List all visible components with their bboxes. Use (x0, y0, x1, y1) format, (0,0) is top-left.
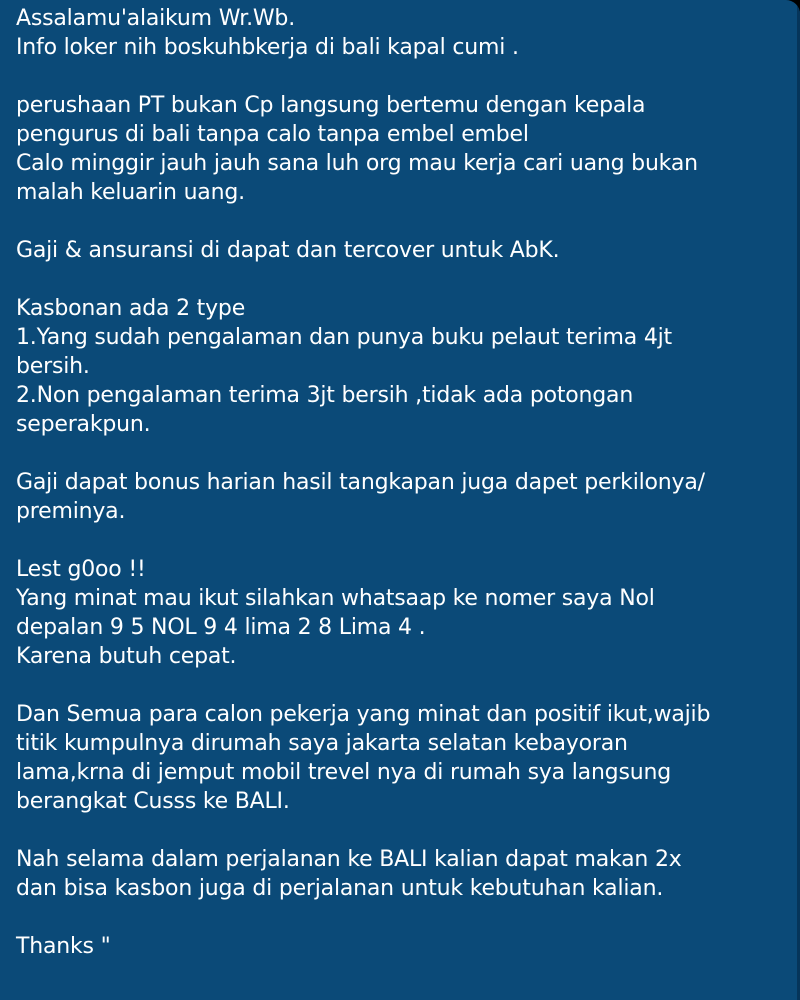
paragraph-5-line-3: depalan 9 5 NOL 9 4 lima 2 8 Lima 4 . (16, 615, 426, 640)
paragraph-5-line-2: Yang minat mau ikut silahkan whatsaap ke nomer saya Nol (16, 586, 655, 611)
paragraph-6-line-3: lama,krna di jemput mobil trevel nya di rumah sya langsung (16, 760, 671, 785)
paragraph-6-line-2: titik kumpulnya dirumah saya jakarta selatan kebayoran (16, 731, 628, 756)
paragraph-3-line-4: 2.Non pengalaman terima 3jt bersih ,tidak ada potongan (16, 383, 634, 408)
paragraph-5-line-1: Lest g0oo !! (16, 557, 146, 582)
paragraph-gap (16, 62, 786, 91)
greeting-line: Assalamu'alaikum Wr.Wb. (16, 6, 295, 31)
intro-line: Info loker nih boskuhbkerja di bali kapal cumi . (16, 35, 519, 60)
paragraph-6-line-1: Dan Semua para calon pekerja yang minat dan positif ikut,wajib (16, 702, 711, 727)
paragraph-7-line-2: dan bisa kasbon juga di perjalanan untuk kebutuhan kalian. (16, 876, 664, 901)
paragraph-3-line-3: bersih. (16, 354, 90, 379)
paragraph-gap (16, 903, 786, 932)
paragraph-1-line-3: Calo minggir jauh jauh sana luh org mau kerja cari uang bukan (16, 151, 698, 176)
paragraph-1-line-4: malah keluarin uang. (16, 180, 245, 205)
paragraph-2-line-1: Gaji & ansuransi di dapat dan tercover untuk AbK. (16, 238, 560, 263)
paragraph-gap (16, 671, 786, 700)
paragraph-gap (16, 439, 786, 468)
paragraph-7-line-1: Nah selama dalam perjalanan ke BALI kalian dapat makan 2x (16, 847, 682, 872)
paragraph-3-line-5: seperakpun. (16, 412, 151, 437)
paragraph-6-line-4: berangkat Cusss ke BALI. (16, 789, 290, 814)
paragraph-gap (16, 207, 786, 236)
message-text (16, 4, 786, 961)
paragraph-gap (16, 816, 786, 845)
paragraph-gap (16, 265, 786, 294)
paragraph-gap (16, 526, 786, 555)
paragraph-1-line-2: pengurus di bali tanpa calo tanpa embel embel (16, 122, 529, 147)
paragraph-1-line-1: perushaan PT bukan Cp langsung bertemu dengan kepala (16, 93, 646, 118)
paragraph-3-line-1: Kasbonan ada 2 type (16, 296, 246, 321)
paragraph-3-line-2: 1.Yang sudah pengalaman dan punya buku pelaut terima 4jt (16, 325, 672, 350)
paragraph-4-line-2: preminya. (16, 499, 126, 524)
paragraph-4-line-1: Gaji dapat bonus harian hasil tangkapan juga dapet perkilonya/ (16, 470, 705, 495)
paragraph-5-line-4: Karena butuh cepat. (16, 644, 237, 669)
closing-line: Thanks " (16, 934, 111, 959)
